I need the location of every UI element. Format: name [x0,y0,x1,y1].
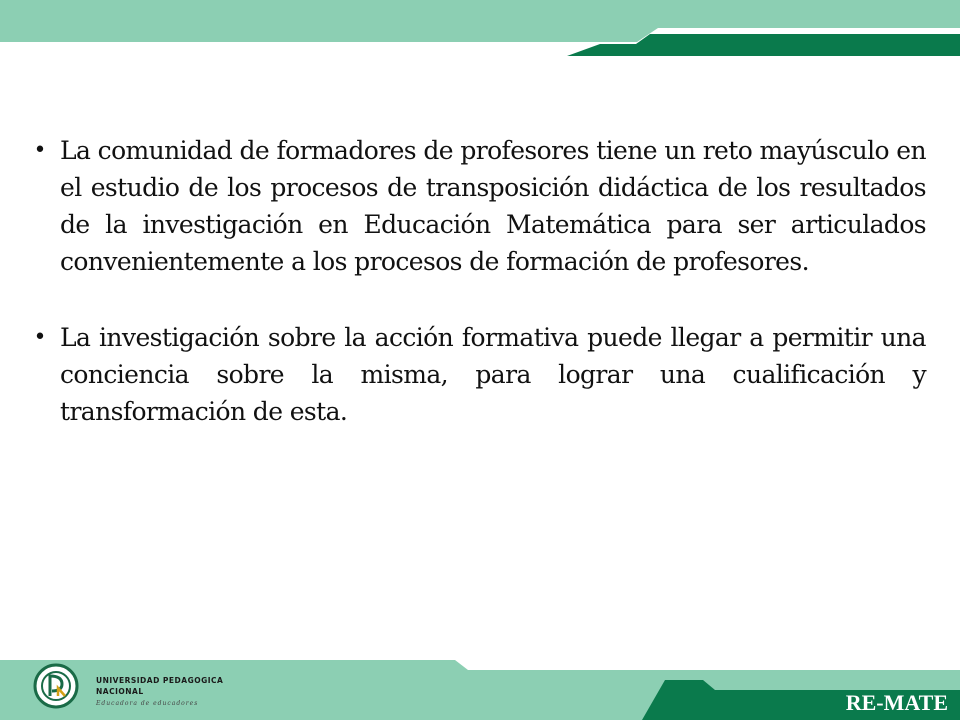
brand-label: RE-MATE [845,690,948,715]
bullet-text: La comunidad de formadores de profesores tiene un reto mayúsculo en el estudio de los procesos de transposición didáctica de los resultados de la investigación en Educación Matemática para ser articulados convenientemente a los procesos de formación de profesores. [60,136,926,276]
bullet-text: La investigación sobre la acción formativa puede llegar a permitir una conciencia sobre la misma, para lograr una cualificación y transformación de esta. [60,323,926,426]
top-band [0,0,960,60]
bullet-list [20,132,926,469]
university-motto: Educadora de educadores [96,700,199,707]
bullet-dot-icon: • [33,325,47,350]
university-seal-icon [32,662,80,710]
bullet-item [20,132,926,280]
university-name-line1: UNIVERSIDAD PEDAGOGICA [96,676,224,685]
bullet-dot-icon: • [33,138,47,163]
bullet-item [20,319,926,430]
bottom-band-gap [476,660,960,668]
university-logo [22,662,222,710]
university-name-line2: NACIONAL [96,687,144,696]
